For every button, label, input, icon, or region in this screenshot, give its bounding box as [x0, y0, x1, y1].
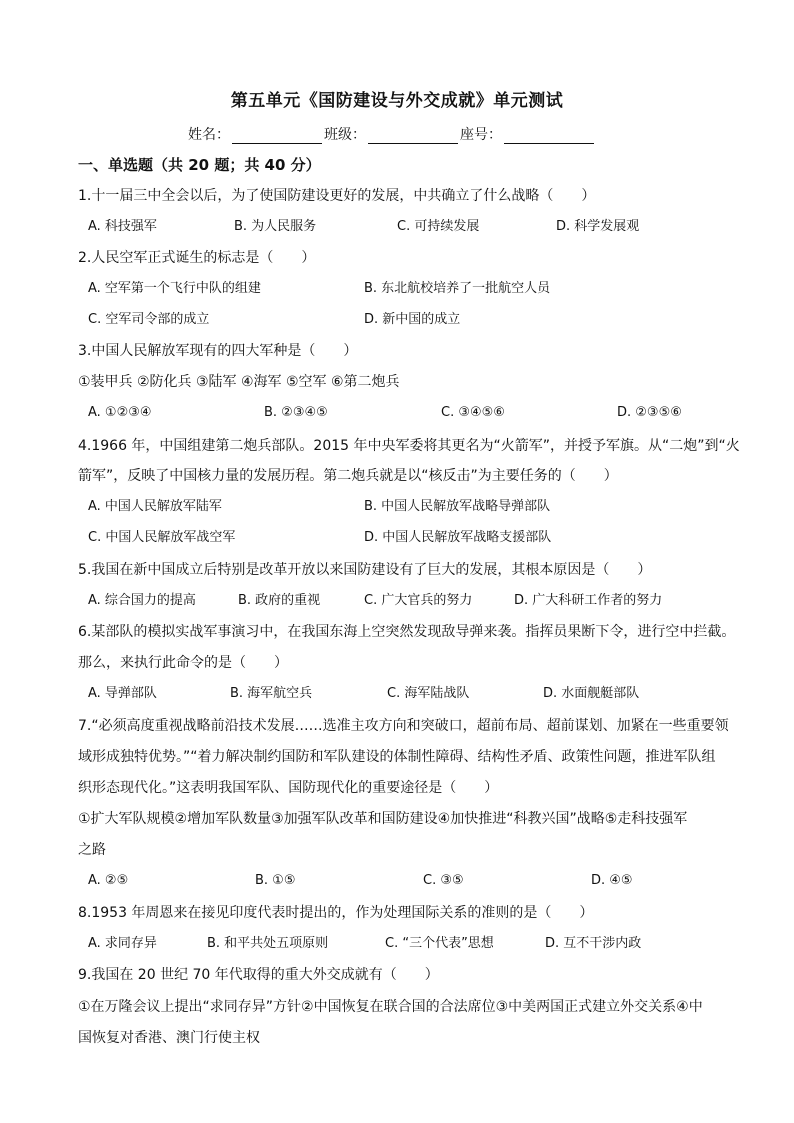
student-info-line — [188, 124, 596, 144]
page-title: 第五单元《国防建设与外交成就》单元测试 — [230, 91, 564, 111]
q2-option-b: B. 东北航校培养了一批航空人员 — [364, 281, 551, 296]
question-7-stem-line-1: 7.“必须高度重视战略前沿技术发展……选准主攻方向和突破口，超前布局、超前谋划、加紧在一些重要领 — [78, 718, 729, 734]
question-9-stem: 9.我国在 20 世纪 70 年代取得的重大外交成就有（ ） — [78, 967, 439, 983]
q5-option-a: A. 综合国力的提高 — [88, 593, 196, 608]
question-6-stem-line-1: 6.某部队的模拟实战军事演习中，在我国东海上空突然发现敌导弹来袭。指挥员果断下令，进行空中拦截。 — [78, 624, 736, 640]
section-heading: 一、单选题（共 20 题；共 40 分） — [78, 156, 321, 174]
q1-option-a: A. 科技强军 — [88, 219, 157, 234]
q4-option-d: D. 中国人民解放军战略支援部队 — [364, 530, 552, 545]
question-3-stem: 3.中国人民解放军现有的四大军种是（ ） — [78, 343, 358, 359]
q6-option-c: C. 海军陆战队 — [387, 686, 470, 701]
q8-option-d: D. 互不干涉内政 — [545, 936, 642, 951]
question-4-stem-line-2: 箭军”，反映了中国核力量的发展历程。第二炮兵就是以“核反击”为主要任务的（ ） — [78, 468, 618, 484]
q4-option-a: A. 中国人民解放军陆军 — [88, 499, 222, 514]
q9-items-line-1: ①在万隆会议上提出“求同存异”方针②中国恢复在联合国的合法席位③中美两国正式建立外交关系④中 — [78, 999, 703, 1015]
q1-option-c: C. 可持续发展 — [397, 219, 480, 234]
q3-option-d: D. ②③⑤⑥ — [617, 405, 682, 420]
seat-blank[interactable] — [504, 127, 594, 144]
q3-option-b: B. ②③④⑤ — [264, 405, 328, 420]
q7-option-b: B. ①⑤ — [255, 873, 296, 888]
q5-option-d: D. 广大科研工作者的努力 — [514, 593, 663, 608]
q6-option-a: A. 导弹部队 — [88, 686, 157, 701]
q8-option-c: C. “三个代表”思想 — [385, 936, 494, 951]
q2-option-a: A. 空军第一个飞行中队的组建 — [88, 281, 261, 296]
q7-items-line-1: ①扩大军队规模②增加军队数量③加强军队改革和国防建设④加快推进“科教兴国”战略⑤走科技强军 — [78, 811, 688, 827]
question-6-stem-line-2: 那么，来执行此命令的是（ ） — [78, 655, 288, 671]
q1-option-b: B. 为人民服务 — [234, 219, 317, 234]
question-8-stem: 8.1953 年周恩来在接见印度代表时提出的，作为处理国际关系的准则的是（ ） — [78, 905, 594, 921]
question-7-stem-line-2: 域形成独特优势。”“着力解决制约国防和军队建设的体制性障碍、结构性矛盾、政策性问题，推进军队组 — [78, 749, 716, 765]
name-label: 姓名： — [188, 127, 230, 143]
q3-option-a: A. ①②③④ — [88, 405, 152, 420]
q6-option-d: D. 水面舰艇部队 — [543, 686, 640, 701]
q3-items: ①装甲兵 ②防化兵 ③陆军 ④海军 ⑤空军 ⑥第二炮兵 — [78, 374, 400, 390]
name-blank[interactable] — [232, 127, 322, 144]
question-2-stem: 2.人民空军正式诞生的标志是（ ） — [78, 250, 316, 266]
q7-option-a: A. ②⑤ — [88, 873, 129, 888]
seat-label: 座号： — [460, 127, 502, 143]
q8-option-b: B. 和平共处五项原则 — [207, 936, 329, 951]
question-1-stem: 1.十一届三中全会以后，为了使国防建设更好的发展，中共确立了什么战略（ ） — [78, 188, 596, 204]
q4-option-c: C. 中国人民解放军战空军 — [88, 530, 236, 545]
q2-option-d: D. 新中国的成立 — [364, 312, 461, 327]
q7-option-d: D. ④⑤ — [591, 873, 633, 888]
q3-option-c: C. ③④⑤⑥ — [441, 405, 505, 420]
q5-option-b: B. 政府的重视 — [238, 593, 321, 608]
class-label: 班级： — [324, 127, 366, 143]
q6-option-b: B. 海军航空兵 — [230, 686, 313, 701]
q2-option-c: C. 空军司令部的成立 — [88, 312, 210, 327]
question-5-stem: 5.我国在新中国成立后特别是改革开放以来国防建设有了巨大的发展，其根本原因是（ ） — [78, 562, 652, 578]
question-4-stem-line-1: 4.1966 年，中国组建第二炮兵部队。2015 年中央军委将其更名为“火箭军”，并授予军旗。从“二炮”到“火 — [78, 438, 740, 454]
q4-option-b: B. 中国人民解放军战略导弹部队 — [364, 499, 551, 514]
q8-option-a: A. 求同存异 — [88, 936, 157, 951]
q1-option-d: D. 科学发展观 — [556, 219, 640, 234]
class-blank[interactable] — [368, 127, 458, 144]
q7-option-c: C. ③⑤ — [423, 873, 464, 888]
q7-items-line-2: 之路 — [78, 842, 106, 858]
q9-items-line-2: 国恢复对香港、澳门行使主权 — [78, 1030, 260, 1046]
q5-option-c: C. 广大官兵的努力 — [364, 593, 473, 608]
question-7-stem-line-3: 织形态现代化。”这表明我国军队、国防现代化的重要途径是（ ） — [78, 780, 499, 796]
